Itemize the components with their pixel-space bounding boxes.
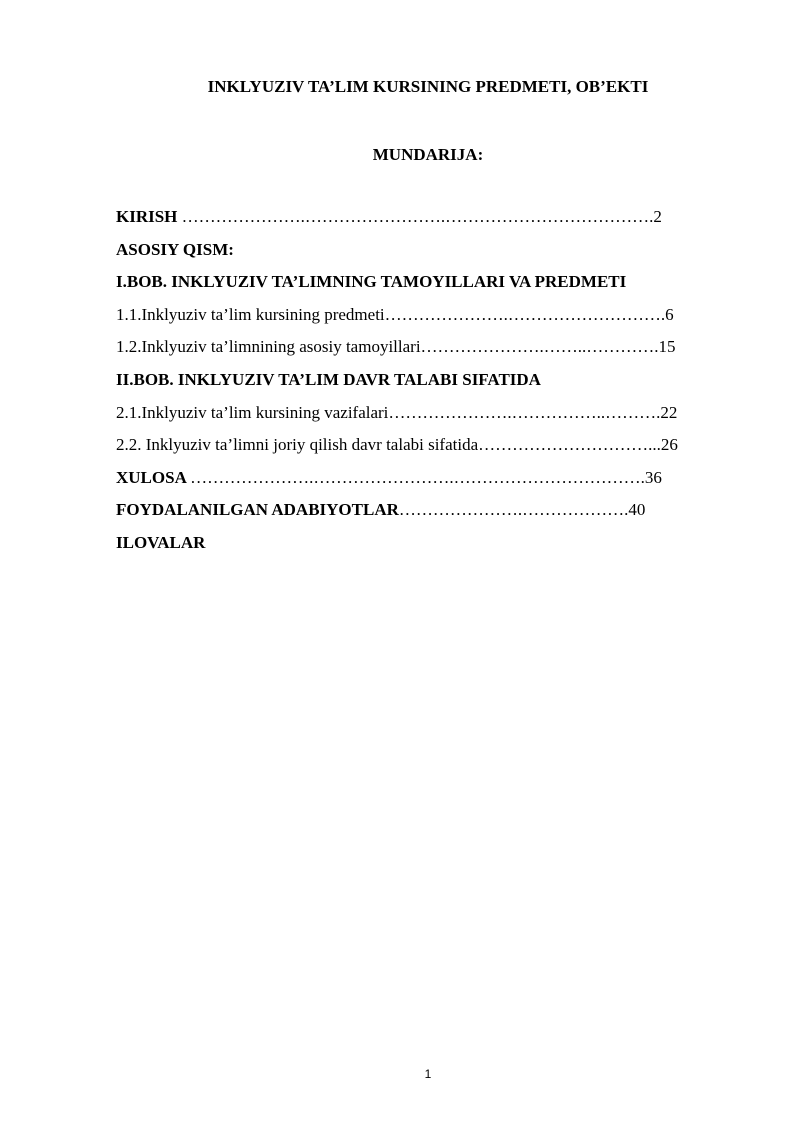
toc-entry-chapter-1 [116,271,678,304]
toc-entry-section-1-2 [116,336,678,369]
toc-entry-page: 22 [660,402,678,422]
toc-entry-page: 2 [653,207,662,226]
toc-entry-label: ILOVALAR [116,532,206,552]
toc-entry-label: 2.2. Inklyuziv ta’limni joriy qilish davr talabi sifatida [116,435,479,455]
toc-entry-label: KIRISH [116,207,182,226]
toc-entry-adabiyotlar [116,499,678,532]
toc-entry-chapter-2 [116,369,678,402]
toc-entry-leader: ………………….……………..………. [388,402,661,422]
toc-entry-page: 6 [665,304,674,324]
toc-entry-leader: ………………….………………………. [384,304,666,324]
toc-entry-leader: ………………….……..…………. [420,337,659,357]
toc-entry-label: II.BOB. INKLYUZIV TA’LIM DAVR TALABI SIFATIDA [116,369,541,389]
toc-entry-page: 40 [628,500,646,520]
toc-entry-leader: ………………….…………………….……………………………. [190,467,645,487]
toc-entry-label: ASOSIY QISM: [116,239,234,259]
toc-entry-section-1-1 [116,304,678,337]
toc-entry-page: 36 [644,467,662,487]
table-of-contents [116,206,678,565]
toc-entry-label: 2.1.Inklyuziv ta’lim kursining vazifalari [116,402,389,422]
toc-entry-page: 15 [658,337,676,357]
toc-entry-asosiy-qism [116,239,678,272]
toc-heading: MUNDARIJA: [372,145,484,164]
toc-entry-label: 1.1.Inklyuziv ta’lim kursining predmeti [116,304,385,324]
toc-entry-leader: …………………………... [478,435,661,455]
toc-entry-label: XULOSA [116,467,191,487]
toc-entry-label: 1.2.Inklyuziv ta’limnining asosiy tamoyillari [116,337,421,357]
toc-entry-page: 26 [660,435,678,455]
toc-entry-section-2-2 [116,434,678,467]
toc-entry-label: I.BOB. INKLYUZIV TA’LIMNING TAMOYILLARI VA PREDMETI [116,272,627,292]
toc-entry-leader: ………………….………………. [398,500,629,520]
toc-entry-xulosa [116,467,678,500]
toc-entry-section-2-1 [116,402,678,435]
page-number: 1 [424,1067,432,1081]
toc-entry-ilovalar [116,532,678,565]
toc-entry-leader: ………………….…………………….………………………………. [181,207,654,226]
document-title: INKLYUZIV TA’LIM KURSINING PREDMETI, OB’EKTI [207,77,649,96]
toc-entry-kirish [116,206,678,239]
toc-entry-label: FOYDALANILGAN ADABIYOTLAR [116,500,399,520]
